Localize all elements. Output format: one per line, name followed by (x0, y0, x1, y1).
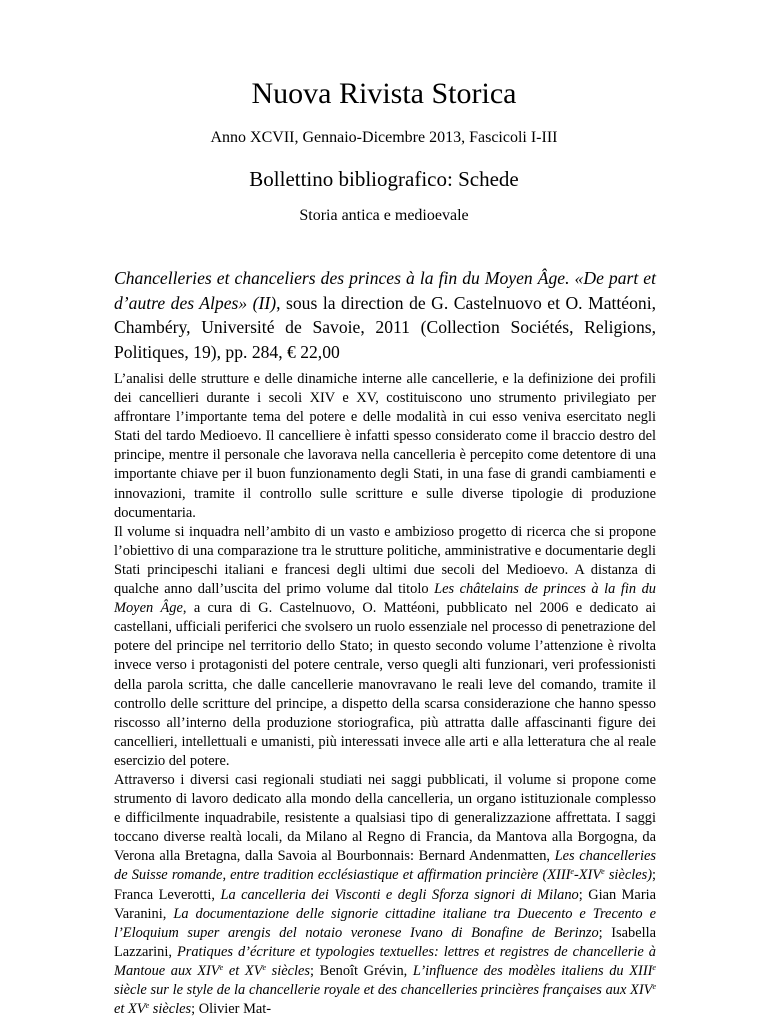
cited-title-part: Pratiques d’écriture et typologies textuelles: lettres et registres de chancellerie à Mantoue aux XIV (114, 943, 656, 979)
cited-title-part: siècle sur le style de la chancellerie royale et des chancelleries princières françaises aux XIV (114, 982, 653, 998)
review-body (114, 370, 656, 1019)
superscript: e (652, 962, 656, 972)
cited-title-part: siècles (266, 962, 311, 979)
review-text: Attraverso i diversi casi regionali studiati nei saggi pubblicati, il volume si propone come strumento di lavoro dedicato alla mondo della cancelleria, un organo istituzionale complesso e difficilmente inquadrabile, resistente a qualsiasi tipo di generalizzazione affrettata. I saggi toccano diverse realtà locali, da Milano al Regno di Francia, da Mantova alla Borgogna, da Verona alla Bretagna, dalla Savoia al Bourbonnais: Bernard Andenmatten, (114, 771, 656, 865)
cited-title: La cancelleria dei Visconti e degli Sforza signori di Milano (220, 886, 579, 903)
cited-title-part: et XV (223, 962, 263, 979)
cited-title-part: et XV (114, 1001, 146, 1018)
superscript: e (601, 867, 605, 877)
review-text: , a cura di G. Castelnuovo, O. Mattéoni, pubblicato nel 2006 e dedicato ai castellani, ufficiali periferici che svolsero un ruolo essenziale nel processo di penetrazione del potere del principe nel territorio dello Stato; in questo secondo volume l’attenzione è rivolta invece verso i protagonisti del potere centrale, verso quegli alti funzionari, veri professionisti della parola scritta, che dalle cancellerie manovravano le reali leve del comando, tramite il controllo delle scritture del principe, a dispetto della scarsa considerazione che hanno spesso riscosso all’interno della produzione storiografica, più attratta dalle affascinanti figure dei cancellieri, intellettuali e umanisti, più interessati invece alle arti e alla letteratura che al reale esercizio del potere. (114, 600, 656, 769)
superscript: e (652, 982, 656, 991)
issue-line: Anno XCVII, Gennaio-Dicembre 2013, Fascicoli I-III (210, 129, 558, 146)
superscript: e (145, 1001, 150, 1011)
book-publication-details: , sous la direction de G. Castelnuovo et O. Mattéoni, Chambéry, Université de Savoie, 2011 (Collection Sociétés, Religions, Politiques, 19), pp. 284, € 22,00 (114, 292, 656, 362)
review-text: ; Benoît Grévin, (310, 962, 413, 979)
review-paragraph: L’analisi delle strutture e delle dinamiche interne alle cancellerie, e la definizione dei profili dei cancellieri durante i secoli XIV e XV, costituiscono uno strumento privilegiato per affrontare l’importante tema del potere e delle modalità in cui esso veniva esercitato negli Stati del tardo Medioevo. Il cancelliere è infatti spesso considerato come il braccio destro del principe, mentre il personale che lavorava nella cancelleria è percepito come detentore di una importante chiave per il buon funzionamento degli Stati, in una fase di grandi cambiamenti e innovazioni, tramite il controllo sulle scritture e sulle diverse tipologie di produzione documentaria. (114, 371, 656, 521)
review-paragraph (114, 523, 656, 771)
review-text: ; Franca Leverotti, (114, 867, 656, 903)
superscript: e (262, 962, 266, 972)
book-title: Chancelleries et chanceliers des princes à la fin du Moyen Âge. «De part et d’autre des Alpes» (II) (114, 268, 656, 313)
cited-title-part: -XIV (573, 867, 602, 884)
cited-title-part: L’influence des modèles italiens du XIII (412, 962, 653, 979)
journal-title: Nuova Rivista Storica (251, 77, 517, 110)
review-paragraph (114, 771, 656, 1019)
cited-title-part: Les chancelleries de Suisse romande, entre tradition ecclésiastique et affirmation princière (XIII (114, 848, 656, 884)
review-text: ; Gian Maria Varanini, (114, 886, 656, 922)
book-citation (114, 266, 656, 364)
cited-title: La documentazione delle signorie cittadine italiane tra Duecento e Trecento e l’Eloquium super arengis del notaio veronese Ivano di Bonafine de Berinzo (114, 905, 656, 941)
subsection-title: Storia antica e medioevale (299, 207, 469, 224)
superscript: e (570, 867, 574, 877)
review-text: ; Isabella Lazzarini, (114, 924, 657, 960)
superscript: e (219, 962, 224, 972)
review-text: Il volume si inquadra nell’ambito di un vasto e ambizioso progetto di ricerca che si propone l’obiettivo di una comparazione tra le strutture politiche, amministrative e documentarie degli Stati principeschi italiani e francesi degli ultimi due secoli del Medioevo. A distanza di qualche anno dall’uscita del primo volume dal titolo (114, 523, 656, 598)
cited-title: Les châtelains de princes à la fin du Moyen Âge (114, 581, 656, 617)
cited-title-part: siècles) (604, 867, 652, 884)
cited-title-part: siècles (149, 1001, 192, 1018)
section-title: Bollettino bibliografico: Schede (249, 167, 519, 191)
review-text: ; Olivier Mat- (191, 1001, 272, 1018)
